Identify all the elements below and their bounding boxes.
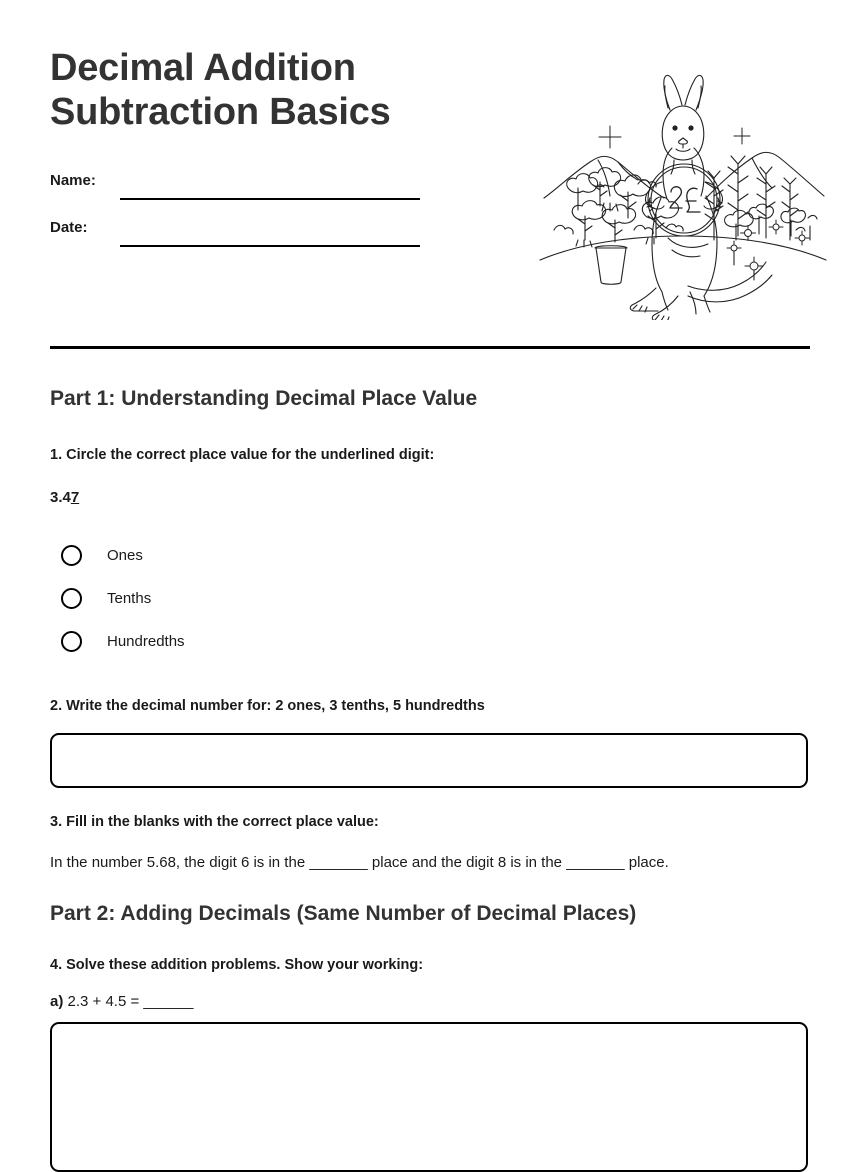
header-divider [50,346,810,349]
date-field-label: Date: [50,219,88,236]
option-hundredths[interactable] [50,620,810,663]
question-2-prompt: 2. Write the decimal number for: 2 ones, 3 tenths, 5 hundredths [50,698,485,714]
name-input-line[interactable] [120,198,420,200]
option-label: Tenths [107,590,152,607]
question-1-number [50,489,810,506]
worksheet-content [50,386,810,1172]
question-1-prompt: 1. Circle the correct place value for the underlined digit: [50,447,435,463]
worksheet-header [50,46,810,306]
question-1-number-prefix: 3.4 [50,489,71,506]
question-4-prompt: 4. Solve these addition problems. Show your working: [50,957,424,973]
question-4-answer-box[interactable] [50,1022,808,1172]
title-block [50,46,480,134]
question-1-number-underlined-digit: 7 [70,489,80,506]
option-label: Hundredths [107,633,185,650]
option-tenths[interactable] [50,577,810,620]
name-field-row [50,162,430,209]
part2-heading: Part 2: Adding Decimals (Same Number of Decimal Places) [50,902,637,925]
radio-circle-icon[interactable] [61,631,82,652]
problem-a-letter: a) [50,993,64,1010]
question-4-problem-a [50,993,810,1010]
date-field-row [50,209,430,256]
radio-circle-icon[interactable] [61,588,82,609]
question-3-prompt: 3. Fill in the blanks with the correct place value: [50,814,379,830]
student-fields [50,162,430,256]
part1-heading: Part 1: Understanding Decimal Place Value [50,387,478,410]
question-2-answer-box[interactable] [50,733,808,788]
name-field-label: Name: [50,172,96,189]
page-title-line-2: Subtraction Basics [50,91,391,133]
radio-circle-icon[interactable] [61,545,82,566]
date-input-line[interactable] [120,245,420,247]
question-3-sentence: In the number 5.68, the digit 6 is in the _______ place and the digit 8 is in the _______ place. [50,854,669,871]
kangaroo-illustration [538,70,828,320]
problem-a-text: 2.3 + 4.5 = ______ [67,993,194,1010]
option-ones[interactable] [50,534,810,577]
page-title-line-1: Decimal Addition [50,47,356,89]
page-title [50,46,480,134]
option-label: Ones [107,547,143,564]
question-1-options [50,534,810,663]
